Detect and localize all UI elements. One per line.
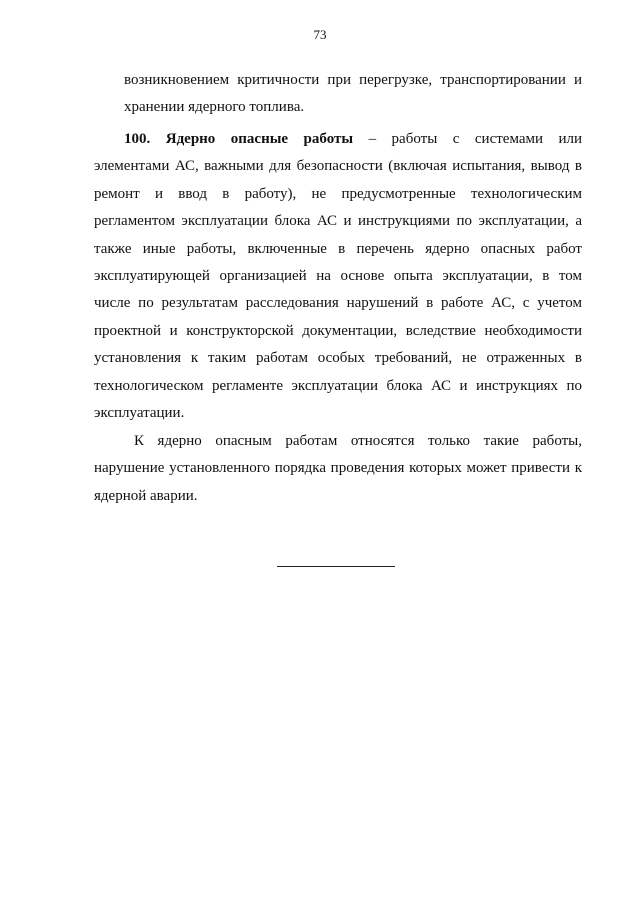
text-line: нарушение установленного порядка проведения которых может привести к [94, 460, 582, 477]
closing-rule [277, 566, 395, 567]
defined-term: Ядерно опасные работы [165, 131, 354, 147]
text-line: К ядерно опасным работам относятся только такие работы, [134, 433, 582, 449]
text-line: эксплуатирующей организацией на основе опыта эксплуатации, в том [94, 268, 582, 285]
text-line: проектной и конструкторской документации, вследствие необходимости [94, 322, 582, 339]
page-number: 73 [313, 27, 327, 42]
text-line: установления к таким работам особых требований, не отраженных в [94, 350, 582, 367]
text-line: числе по результатам расследования нарушений в работе АС, с учетом [94, 295, 582, 312]
definition-first-line [124, 126, 582, 153]
text-line: регламентом эксплуатации блока АС и инструкциями по эксплуатации, а [94, 213, 582, 230]
text-line: эксплуатации. [94, 405, 185, 422]
text-line: хранении ядерного топлива. [124, 99, 305, 116]
clause-number: 100. [124, 131, 151, 147]
paragraph-continuation [124, 67, 582, 122]
definition-start: – работы с системами или [368, 131, 583, 147]
paragraph-definition-100 [94, 126, 583, 427]
paragraph-nuclear-accident [94, 428, 582, 510]
text-line: ядерной аварии. [94, 487, 198, 504]
text-line: ремонт и ввод в работу), не предусмотренные технологическим [94, 185, 582, 202]
text-line: возникновением критичности при перегрузке, транспортировании и [124, 72, 582, 88]
text-line: технологическом регламенте эксплуатации блока АС и инструкциях по [94, 377, 582, 394]
text-line: элементами АС, важными для безопасности (включая испытания, вывод в [94, 158, 582, 175]
text-line: также иные работы, включенные в перечень ядерно опасных работ [94, 240, 582, 257]
